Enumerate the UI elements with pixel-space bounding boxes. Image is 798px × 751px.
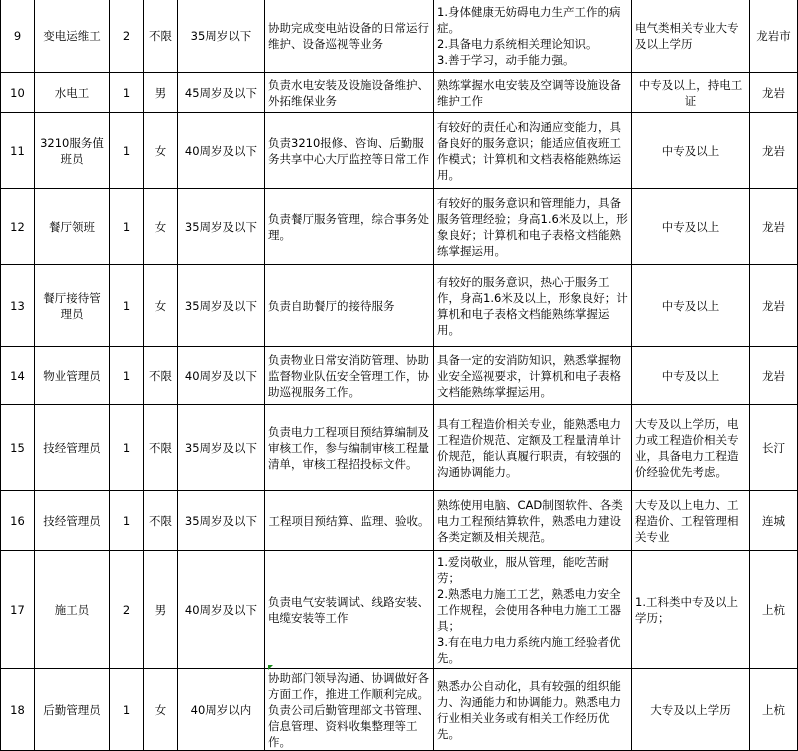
gender: 女 <box>144 189 178 265</box>
headcount: 2 <box>110 0 144 73</box>
job-duties: 负责电力工程项目预结算编制及审核工作，参与编制审核工程量清单，审核工程招投标文件。 <box>265 405 434 491</box>
table-row <box>1 265 798 347</box>
headcount: 1 <box>110 113 144 189</box>
job-requirements: 1.身体健康无妨碍电力生产工作的病症。 2.具备电力系统相关理论知识。 3.善于学习，动手能力强。 <box>434 0 632 73</box>
gender: 不限 <box>144 347 178 405</box>
gender: 不限 <box>144 405 178 491</box>
education-requirement: 大专及以上电力、工程造价、工程管理相关专业 <box>632 491 750 551</box>
row-number: 13 <box>1 265 35 347</box>
position-name: 变电运维工 <box>35 0 110 73</box>
row-number: 11 <box>1 113 35 189</box>
work-location: 龙岩 <box>750 113 798 189</box>
education-requirement: 中专及以上，持电工证 <box>632 73 750 113</box>
gender: 女 <box>144 265 178 347</box>
row-number: 17 <box>1 551 35 669</box>
job-duties: 负责物业日常安消防管理、协助监督物业队伍安全管理工作，协助巡视服务工作。 <box>265 347 434 405</box>
gender: 不限 <box>144 491 178 551</box>
job-requirements: 具有工程造价相关专业，能熟悉电力工程造价规范、定额及工程量清单计价规范，能认真履行职责，有较强的沟通协调能力。 <box>434 405 632 491</box>
position-name: 餐厅领班 <box>35 189 110 265</box>
gender: 女 <box>144 113 178 189</box>
work-location: 上杭 <box>750 669 798 751</box>
job-duties: 协助完成变电站设备的日常运行维护、设备巡视等业务 <box>265 0 434 73</box>
headcount: 1 <box>110 669 144 751</box>
table-body <box>1 0 798 751</box>
headcount: 1 <box>110 73 144 113</box>
row-number: 12 <box>1 189 35 265</box>
job-requirements: 熟练使用电脑、CAD制图软件、各类电力工程预结算软件，熟悉电力建设各类定额及相关规范。 <box>434 491 632 551</box>
education-requirement: 电气类相关专业大专及以上学历 <box>632 0 750 73</box>
work-location: 长汀 <box>750 405 798 491</box>
gender: 女 <box>144 669 178 751</box>
row-number: 15 <box>1 405 35 491</box>
job-duties: 工程项目预结算、监理、验收。 <box>265 491 434 551</box>
age-requirement: 40周岁及以下 <box>178 113 265 189</box>
position-name: 物业管理员 <box>35 347 110 405</box>
headcount: 1 <box>110 347 144 405</box>
job-requirements: 有较好的服务意识，热心于服务工作，身高1.6米及以上，形象良好；计算机和电子表格文档能熟练掌握运用。 <box>434 265 632 347</box>
table-row <box>1 405 798 491</box>
gender: 不限 <box>144 0 178 73</box>
headcount: 2 <box>110 551 144 669</box>
age-requirement: 45周岁及以下 <box>178 73 265 113</box>
row-number: 14 <box>1 347 35 405</box>
job-requirements: 熟练掌握水电安装及空调等设施设备维护工作 <box>434 73 632 113</box>
education-requirement: 大专及以上学历 <box>632 669 750 751</box>
headcount: 1 <box>110 491 144 551</box>
work-location: 龙岩市 <box>750 0 798 73</box>
headcount: 1 <box>110 265 144 347</box>
job-requirements: 有较好的责任心和沟通应变能力，具备良好的服务意识；能适应值夜班工作模式；计算机和文档表格能熟练运用。 <box>434 113 632 189</box>
headcount: 1 <box>110 405 144 491</box>
position-name: 技经管理员 <box>35 491 110 551</box>
age-requirement: 35周岁及以下 <box>178 189 265 265</box>
row-number: 16 <box>1 491 35 551</box>
position-name: 后勤管理员 <box>35 669 110 751</box>
position-name: 水电工 <box>35 73 110 113</box>
education-requirement: 中专及以上 <box>632 347 750 405</box>
work-location: 连城 <box>750 491 798 551</box>
job-duties: 协助部门领导沟通、协调做好各方面工作，推进工作顺利完成。 负责公司后勤管理部文书管理、信息管理、资料收集整理等工作。 <box>265 669 434 751</box>
position-name: 餐厅接待管理员 <box>35 265 110 347</box>
table-row <box>1 491 798 551</box>
row-number: 10 <box>1 73 35 113</box>
work-location: 上杭 <box>750 551 798 669</box>
table-row <box>1 73 798 113</box>
table-row <box>1 347 798 405</box>
table-row <box>1 189 798 265</box>
work-location: 龙岩 <box>750 189 798 265</box>
education-requirement: 中专及以上 <box>632 265 750 347</box>
job-requirements: 熟悉办公自动化，具有较强的组织能力、沟通能力和协调能力。熟悉电力行业相关业务或有相关工作经历优先。 <box>434 669 632 751</box>
job-duties: 负责水电安装及设施设备维护、外拓维保业务 <box>265 73 434 113</box>
age-requirement: 35周岁以下 <box>178 0 265 73</box>
position-name: 3210服务值班员 <box>35 113 110 189</box>
education-requirement: 中专及以上 <box>632 189 750 265</box>
headcount: 1 <box>110 189 144 265</box>
table-row <box>1 0 798 73</box>
job-requirements: 有较好的服务意识和管理能力，具备服务管理经验；身高1.6米及以上，形象良好；计算机和电子表格文档能熟练掌握运用。 <box>434 189 632 265</box>
work-location: 龙岩 <box>750 73 798 113</box>
job-requirements: 1.爱岗敬业，服从管理，能吃苦耐劳； 2.熟悉电力施工工艺，熟悉电力安全工作规程，会使用各种电力施工工器具； 3.有在电力电力系统内施工经验者优先。 <box>434 551 632 669</box>
age-requirement: 35周岁及以下 <box>178 405 265 491</box>
job-duties: 负责自助餐厅的接待服务 <box>265 265 434 347</box>
job-requirements: 具备一定的安消防知识，熟悉掌握物业安全巡视要求，计算机和电子表格文档能熟练掌握运用。 <box>434 347 632 405</box>
table-row <box>1 113 798 189</box>
age-requirement: 40周岁及以下 <box>178 347 265 405</box>
table-row <box>1 669 798 751</box>
row-number: 18 <box>1 669 35 751</box>
work-location: 龙岩 <box>750 265 798 347</box>
education-requirement: 1.工科类中专及以上学历； <box>632 551 750 669</box>
age-requirement: 35周岁及以下 <box>178 265 265 347</box>
job-duties: 负责3210报修、咨询、后勤服务共享中心大厅监控等日常工作 <box>265 113 434 189</box>
education-requirement: 中专及以上 <box>632 113 750 189</box>
cell-comment-marker <box>268 665 273 670</box>
gender: 男 <box>144 73 178 113</box>
age-requirement: 40周岁以内 <box>178 669 265 751</box>
position-name: 施工员 <box>35 551 110 669</box>
age-requirement: 40周岁及以下 <box>178 551 265 669</box>
education-requirement: 大专及以上学历，电力或工程造价相关专业，具备电力工程造价经验优先考虑。 <box>632 405 750 491</box>
work-location: 龙岩 <box>750 347 798 405</box>
age-requirement: 35周岁及以下 <box>178 491 265 551</box>
job-duties: 负责电气安装调试、线路安装、电缆安装等工作 <box>265 551 434 669</box>
gender: 男 <box>144 551 178 669</box>
position-name: 技经管理员 <box>35 405 110 491</box>
row-number: 9 <box>1 0 35 73</box>
table-row <box>1 551 798 669</box>
job-duties: 负责餐厅服务管理，综合事务处理。 <box>265 189 434 265</box>
